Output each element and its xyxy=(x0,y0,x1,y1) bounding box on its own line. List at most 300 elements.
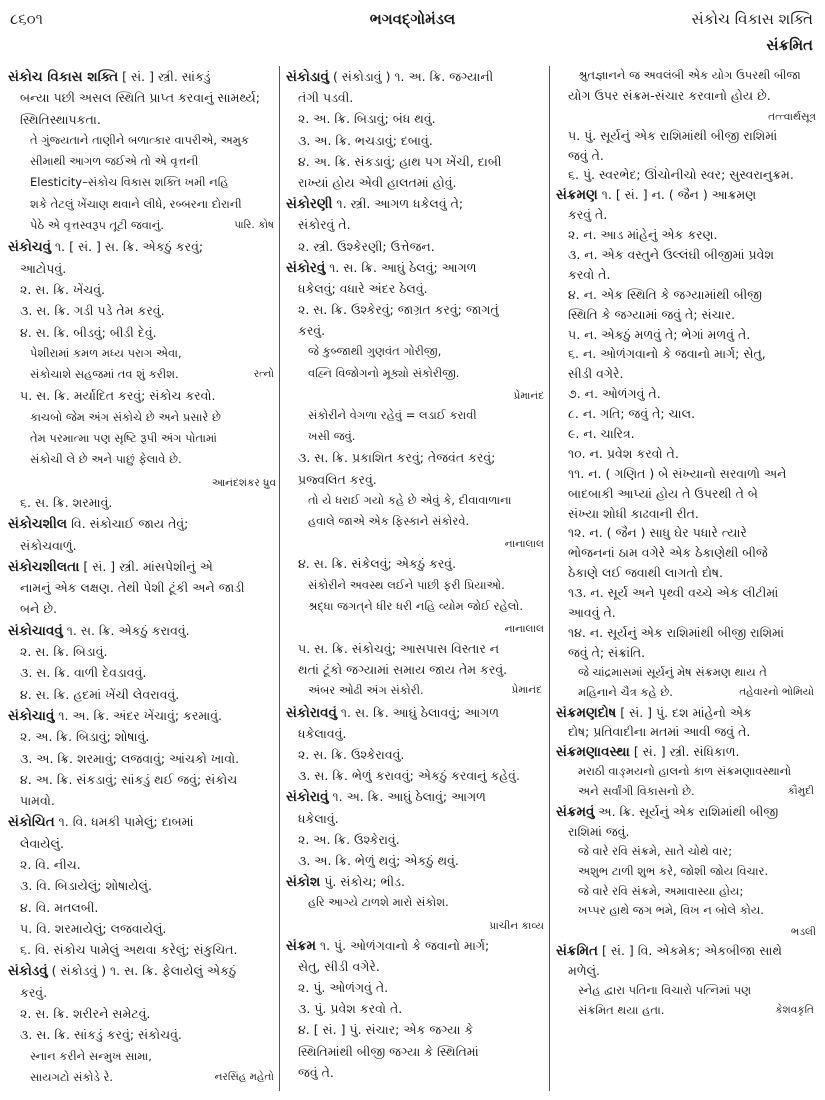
line-text: પું. સંકોચ; ભીડ. xyxy=(320,874,405,890)
definition-line xyxy=(8,109,276,130)
line-text: ૩. અ. ક્રિ. શરમાવું; લજવાવું; આંચકો ખાવો. xyxy=(20,750,240,766)
guide-word-first: સંકોચ વિકાસ શક્તિ xyxy=(691,10,813,28)
line-text: ૧. અ. ક્રિ. આઘું ઠેલાવું; આગળ xyxy=(328,789,486,805)
source-line xyxy=(286,617,544,638)
definition-line xyxy=(286,299,544,320)
definition-line xyxy=(556,384,816,404)
definition-line xyxy=(8,833,276,854)
headword: સંકોચશીલ xyxy=(8,516,68,533)
line-text: રાશિમાં જવું. xyxy=(568,823,630,839)
quotation-line xyxy=(556,882,816,902)
definition-line xyxy=(556,961,816,981)
line-text: બાદબાકી આપ્યાં હોય તે ઉપરથી તે બે xyxy=(568,485,758,501)
source-line xyxy=(286,532,544,553)
definition-line xyxy=(8,385,276,406)
source-attribution: કેશવકૃતિ xyxy=(775,1003,814,1016)
line-text: શકે તેટલું ખેંચાણ થવાને લીધે, રબ્બરના દોરાની xyxy=(30,196,242,211)
headword: સંકોરાવું xyxy=(286,789,329,806)
line-text: અંબર ઓઢી અંગ સંકોરી. xyxy=(308,683,424,698)
line-text: સંકોચવાળું. xyxy=(20,537,77,553)
line-text: ૬. ન. ઓળંગવાનો કે જવાનો માર્ગ; સેતુ, xyxy=(568,346,766,362)
line-text: પેશીરામાં કમળ મધ્ય પરાગ એવા, xyxy=(30,345,182,360)
headword: સંકોચિત xyxy=(8,814,55,831)
source-attribution: રત્નો xyxy=(253,368,274,381)
line-text: ૧. પું. ઓળંગવાનો કે જવાનો માર્ગ; xyxy=(316,937,490,953)
line-text: ૨. અ. ક્રિ. ઉશ્કેરાવું. xyxy=(298,831,400,847)
line-text: કરવું. xyxy=(20,984,48,1000)
definition-line xyxy=(286,998,544,1019)
line-text: ધકેલવું; વધારે અંદર ઠેલવું. xyxy=(298,280,428,296)
definition-line xyxy=(286,108,544,129)
line-text: ૧૧. ન. ( ગણિત ) બે સંખ્યાનો સરવાળો અને xyxy=(568,465,787,481)
quotation-line xyxy=(556,901,816,921)
definition-line xyxy=(286,87,544,108)
line-text: સંકોરીને વેગળા રહેવું = લડાઈ કરાવી xyxy=(308,408,477,422)
line-text: ૬. સ. ક્રિ. શરમાવું. xyxy=(20,494,113,510)
entry-headline xyxy=(8,556,276,577)
line-text: ૨. અ. ક્રિ. બિડાવું; બંધ થવું. xyxy=(298,111,436,127)
definition-line xyxy=(556,364,816,384)
quotation-line xyxy=(8,172,276,193)
definition-line xyxy=(556,623,816,643)
definition-line xyxy=(286,1062,544,1083)
headword: સંક્રમવું xyxy=(556,803,595,820)
line-text: ૩. સ. ક્રિ. ભેળું કરાવવું; એકઠું કરવાનું કહેવું. xyxy=(298,768,520,784)
entry-headline xyxy=(286,786,544,807)
definition-line xyxy=(286,744,544,765)
definition-line xyxy=(286,723,544,744)
line-text: શ્રદ્ધા જગત્‌ને ધીર ધરી નહિ વ્યોમ જોઈ રહેલો. xyxy=(308,598,523,613)
quotation-line xyxy=(8,407,276,428)
definition-line xyxy=(286,850,544,871)
line-text: ૩. અ. ક્રિ. ભચડાવું; દબાવું. xyxy=(298,132,433,148)
definition-line xyxy=(556,126,816,146)
definition-line xyxy=(8,897,276,918)
entry-headline xyxy=(8,960,276,981)
line-text: ખપ્પર હાથે જગ ભમે, વિખ ન બોલે કોય. xyxy=(578,903,764,918)
definition-line xyxy=(556,404,816,424)
line-text: [ સં. ] પું. દશ માંહેનો એક xyxy=(616,704,752,720)
line-text: સંખ્યા શોધી કાઢવાની રીત. xyxy=(568,505,699,521)
line-text: ૧. વિ. ધમકી પામેલું; દાબમાં xyxy=(54,814,194,830)
definition-line xyxy=(556,285,816,305)
line-text: બને છે. xyxy=(20,601,57,617)
definition-line xyxy=(8,258,276,279)
line-text: વિ. સંકોચાઈ જાય તેવું; xyxy=(67,516,189,532)
quotation-line xyxy=(8,428,276,449)
quotation-line xyxy=(8,130,276,151)
column-divider xyxy=(279,66,280,1091)
line-text: ૩. સ. ક્રિ. ગડી પડે તેમ કરવું. xyxy=(20,303,165,319)
entry-headline xyxy=(286,193,544,214)
line-text: બન્યા પછી અસલ સ્થિતિ પ્રાપ્ત કરવાનું સામર્થ્ય; xyxy=(20,90,261,106)
line-text: રાખ્યાં હોય એવી હાલતમાં હોવું. xyxy=(298,174,457,190)
line-text: [ સં. ] સ્ત્રી. માંસપેશીનું એ xyxy=(79,558,213,574)
line-text: કાચબો જેમ અંગ સંકોચે છે અને પ્રસારે છે xyxy=(30,409,221,424)
line-text: સ્નાન કરીને સન્મુખ સામા, xyxy=(30,1048,152,1063)
line-text: ૫. સ. ક્રિ. સંકોચવું; આસપાસ વિસ્તાર ન xyxy=(298,641,500,657)
dictionary-column-2 xyxy=(286,66,544,1083)
definition-line xyxy=(8,598,276,619)
source-attribution: નાનાલાલ xyxy=(504,622,544,635)
definition-line xyxy=(556,225,816,245)
definition-line xyxy=(8,918,276,939)
definition-line xyxy=(286,172,544,193)
quotation-line xyxy=(286,426,544,447)
entry-headline xyxy=(286,257,544,278)
quotation-line xyxy=(8,151,276,172)
line-text: ૪. ન. એક સ્થિતિ કે જગ્યામાંથી બીજી xyxy=(568,286,763,302)
line-text: ૪. સ. ક્રિ. હદમાં ખેંચી લેવરાવવું. xyxy=(20,686,180,702)
definition-line xyxy=(556,643,816,663)
line-text: [ સં. ] સ્ત્રી. સંધિકાળ. xyxy=(629,744,740,760)
definition-line xyxy=(286,829,544,850)
line-text: શ્રુતજ્ઞાનને જ અવલંબી એક યોગ ઉપરથી બીજા xyxy=(578,68,801,82)
line-text: આવવું તે. xyxy=(568,605,616,621)
source-line xyxy=(8,471,276,492)
line-text: અ. ક્રિ. સૂર્યનું એક રાશિમાંથી બીજી xyxy=(594,803,779,819)
line-text: સ્થિતિસ્થાપકતા. xyxy=(20,111,101,127)
dictionary-column-3 xyxy=(556,66,816,1021)
definition-line xyxy=(8,748,276,769)
definition-line xyxy=(286,977,544,998)
source-attribution: આનંદશંકર ધ્રુવ xyxy=(211,476,276,489)
line-text: જે કુબ્જાથી ગુણવંત ગોરીજી, xyxy=(308,344,442,359)
entry-headline xyxy=(556,185,816,205)
line-text: ( સંકોડાવું ) ૧. અ. ક્રિ. જગ્યાની xyxy=(328,69,494,84)
line-text: ૧૩. ન. સૂર્ય અને પૃથ્વી વચ્ચે એક લીટીમાં xyxy=(568,585,779,601)
line-text: ૧. [ સં. ] સ. ક્રિ. એકઠું કરવું; xyxy=(51,239,204,255)
line-text: તે ગુંજ્યતાને તાણીને બળાત્કાર વાપરીએ, અમુક xyxy=(30,132,249,147)
line-text: તેમ પરમાત્મા પણ સૃષ્ટિ રૂપી અંગ પોતામાં xyxy=(30,431,217,446)
dictionary-column-1 xyxy=(8,66,276,1088)
source-attribution: પ્રેમાનંદ xyxy=(513,389,544,402)
definition-line xyxy=(556,325,816,345)
book-title: ભગવદ્ગોમંડલ xyxy=(369,10,456,28)
quotation-line xyxy=(8,364,276,385)
source-attribution: કૌમુદી xyxy=(787,785,814,798)
definition-line xyxy=(286,956,544,977)
column-divider xyxy=(549,66,550,1091)
definition-line xyxy=(8,726,276,747)
headword: સંકોચ વિકાસ શક્તિ xyxy=(8,69,119,85)
line-text: ૪. [ સં. ] પું. સંચાર; એક જગ્યા કે xyxy=(298,1022,474,1038)
definition-line xyxy=(8,1024,276,1045)
line-text: ૮. ન. ગતિ; જવું તે; ચાલ. xyxy=(568,406,696,422)
definition-line xyxy=(556,265,816,285)
headword: સંકોડવું xyxy=(8,963,48,980)
source-attribution: તત્ત્વાર્થસૂત્ર xyxy=(768,110,816,123)
quotation-line xyxy=(8,194,276,215)
quotation-line xyxy=(556,981,816,1001)
line-text: ૫. વિ. શરમાયેલું; લજવાયેલું. xyxy=(20,920,167,936)
line-text: ૧. સ. ક્રિ. આઘું ઠેલાવવું; આગળ xyxy=(336,704,500,720)
line-text: યોગ ઉપર સંક્રમ-સંચાર કરવાનો હોય છે. xyxy=(568,87,771,103)
line-text: નામનું એક લક્ષણ. તેથી પેશી ટૂંકી અને જાડી xyxy=(20,580,245,596)
line-text: ખસી જવું. xyxy=(308,429,356,444)
line-text: મળેલું. xyxy=(568,963,600,979)
line-text: મરાઠી વાઙ્મયનો હાલનો કાળ સંક્રમણાવસ્થાનો xyxy=(578,764,792,779)
definition-line xyxy=(556,543,816,563)
line-text: હવાલે જાએ એક ફિસ્કાને સંકોરવે. xyxy=(308,513,470,528)
line-text: જવું તે; સંક્રાંતિ. xyxy=(568,644,646,660)
line-text: થતાં ટૂંકો જગ્યામાં સમાય જાય તેમ કરવું. xyxy=(298,662,508,678)
line-text: ૨. વિ. નીચ. xyxy=(20,856,81,872)
definition-line xyxy=(556,305,816,325)
definition-line xyxy=(8,492,276,513)
quotation-line xyxy=(556,683,816,703)
source-attribution: પ્રેમાનંદ xyxy=(511,684,542,697)
quotation-line xyxy=(556,1001,816,1021)
definition-line xyxy=(8,300,276,321)
line-text: ધકેલાવું. xyxy=(298,810,339,826)
line-text: વહ્નિ વિજોગનો મૂક્યો સંકોરીજી. xyxy=(308,365,460,380)
line-text: [ સં. ] વિ. એકમેક; એકબીજા સાથે xyxy=(598,943,782,959)
definition-line xyxy=(556,344,816,364)
line-text: સ્થિતિ કે જગ્યામાં જવું તે; સંચાર. xyxy=(568,306,736,322)
definition-line xyxy=(286,278,544,299)
headword: સંકોરાવવું xyxy=(286,704,337,721)
entry-headline xyxy=(556,703,816,723)
definition-line xyxy=(556,722,816,742)
entry-headline xyxy=(556,802,816,822)
line-text: અને સર્વાંગી વિકાસનો છે. xyxy=(578,784,695,799)
line-text: ૨. ન. આડ માંહેનું એક કરણ. xyxy=(568,227,718,243)
headword: સંકોરવું xyxy=(286,259,326,276)
line-text: ૩. ન. એક વસ્તુને ઉલ્લંઘી બીજીમાં પ્રવેશ xyxy=(568,247,775,263)
definition-line xyxy=(556,86,816,106)
headword: સંક્રમ xyxy=(286,937,316,954)
line-text: ૧૪. ન. સૂર્યનું એક રાશિમાંથી બીજી રાશિમાં xyxy=(568,624,785,640)
headword: સંક્રમિત xyxy=(556,943,598,960)
guide-word-last: સંક્રમિત xyxy=(766,36,813,54)
definition-line xyxy=(286,765,544,786)
line-text: ૫. ન. એકઠું મળવું તે; ભેગાં મળવું તે. xyxy=(568,326,751,342)
definition-line xyxy=(8,322,276,343)
definition-line xyxy=(286,638,544,659)
headword: સંકોચશીલતા xyxy=(8,558,80,575)
line-text: ભોજનનાં ઠામ વગેરે એક ઠેકાણેથી બીજે xyxy=(568,545,768,561)
line-text: ધકેલાવવું. xyxy=(298,725,347,741)
line-text: ૪. વિ. મતલબી. xyxy=(20,899,99,915)
headword: સંકોરણી xyxy=(286,196,333,213)
line-text: પેઠે એ વૃત્તસ્વરૂપ તૂટી જવાનું. xyxy=(30,218,164,233)
definition-line xyxy=(8,1003,276,1024)
entry-headline xyxy=(286,871,544,892)
headword: સંક્રમણાવસ્થા xyxy=(556,744,630,761)
line-text: સીડી વગેરે. xyxy=(568,366,624,382)
line-text: અશુભ ટાળી શુભ કરે, જોશી જોય વિચાર. xyxy=(578,863,769,878)
quotation-line xyxy=(556,762,816,782)
line-text: સીમાથી આગળ જઈએ તો એ વૃત્તની xyxy=(30,154,199,169)
line-text: ૧. સ. ક્રિ. એકઠું કરાવવું. xyxy=(62,622,190,638)
quotation-line xyxy=(286,575,544,596)
definition-line xyxy=(286,151,544,172)
line-text: ૩. વિ. બિડાયેલું; શોષાયેલું. xyxy=(20,878,152,894)
headword: સંકોશ xyxy=(286,874,321,891)
headword: સંકોચાવું xyxy=(8,707,55,724)
definition-line xyxy=(556,504,816,524)
entry-headline xyxy=(556,742,816,762)
definition-line xyxy=(8,790,276,811)
quotation-line xyxy=(286,596,544,617)
line-text: તો યે ધરાઈ ગયો કહે છે એવું કે, દીવાવાળાના xyxy=(308,492,512,507)
line-text: સંકોરીને અવસ્થ લઈને પાછી ફરી પ્રિયાઓ. xyxy=(308,577,505,592)
line-text: ૧૦. ન. પ્રવેશ કરવો તે. xyxy=(568,445,679,461)
line-text: ૨. પું. ઓળંગવું તે. xyxy=(298,980,389,996)
line-text: સ્નેહ દ્વારા પતિના વિચારો પત્નિમાં પણ xyxy=(578,982,752,997)
definition-line xyxy=(8,982,276,1003)
line-text: કરવું તે. xyxy=(568,207,608,223)
source-line xyxy=(556,106,816,126)
quotation-line xyxy=(286,341,544,362)
entry-headline xyxy=(8,236,276,257)
definition-line xyxy=(286,130,544,151)
definition-line xyxy=(556,563,816,583)
line-text: સાયગટો સંકોડે રે. xyxy=(30,1069,114,1084)
line-text: ૪. અ. ક્રિ. સંકડાવું; હાથ પગ ખેંચી, દાબી xyxy=(298,153,502,169)
quotation-line xyxy=(8,343,276,364)
definition-line xyxy=(286,236,544,257)
line-text: સંકોરવું તે. xyxy=(298,217,351,233)
line-text: સંક્રમિત થયા હતા. xyxy=(578,1002,665,1017)
quotation-line xyxy=(8,1067,276,1088)
definition-line xyxy=(556,424,816,444)
line-text: Elesticity–સંકોચ વિકાસ શક્તિ ખમી નહિ xyxy=(30,175,229,190)
headword: સંક્રમણદોષ xyxy=(556,704,617,721)
line-text: ૨. સ. ક્રિ. બિડાવું. xyxy=(20,644,108,660)
line-text: જે વારે રવિ સંક્રમે, સાતે ચોથે વાર; xyxy=(578,843,733,858)
line-text: ૧૨. ન. ( જૈન ) સાધુ ઘેર પધારે ત્યારે xyxy=(568,525,747,541)
headword: સંકોડાવું xyxy=(286,69,329,85)
definition-line xyxy=(286,553,544,574)
source-attribution: તહેવારનો ભોમિયો xyxy=(739,685,814,698)
definition-line xyxy=(556,444,816,464)
quotation-line xyxy=(556,862,816,882)
definition-line xyxy=(286,447,544,468)
line-text: આટોપવું. xyxy=(20,260,67,276)
line-text: ૪. અ. ક્રિ. સંકડાવું; સાંકડું થઈ જવું; સંકોચ xyxy=(20,771,238,787)
definition-line xyxy=(8,854,276,875)
source-attribution: ભડલી xyxy=(790,926,816,939)
line-text: ૧. અ. ક્રિ. અંદર ખેંચાવું; કરમાવું. xyxy=(54,707,222,723)
line-text: પ્રજ્વલિત કરવું. xyxy=(298,471,377,487)
line-text: હરિ આગ્યે ટાળશે મારો સંકોશ. xyxy=(308,895,449,910)
definition-line xyxy=(286,469,544,490)
line-text: લેવાયેલું. xyxy=(20,835,64,851)
line-text: ૬. વિ. સંકોચ પામેલું અથવા કરેલું; સંકુચિત. xyxy=(20,942,238,958)
quotation-line xyxy=(286,405,544,426)
line-text: જે ચાંદ્રમાસમાં સૂર્યનું મેષ સંક્રમણ થાય તે xyxy=(578,664,767,679)
line-text: પામવો. xyxy=(20,793,55,809)
line-text: મહિનાને ચૈત્ર કહે છે. xyxy=(578,684,673,699)
quotation-line xyxy=(286,490,544,511)
line-text: ૩. સ. ક્રિ. વાળી દેવડાવવું. xyxy=(20,665,147,681)
line-text: ૧. સ્ત્રી. આગળ ધકેલવું તે; xyxy=(332,196,464,212)
definition-line xyxy=(8,662,276,683)
entry-headline xyxy=(8,705,276,726)
source-attribution: નાનાલાલ xyxy=(504,538,544,551)
definition-line xyxy=(556,583,816,603)
source-attribution: પારિ. કોષ xyxy=(234,219,274,232)
definition-line xyxy=(8,939,276,960)
line-text: ૨. સ્ત્રી. ઉશ્કેરણી; ઉત્તેજન. xyxy=(298,238,435,254)
line-text: ૭. ન. ઓળંગવું તે. xyxy=(568,386,661,402)
line-text: કરવો તે. xyxy=(568,266,611,282)
definition-line xyxy=(286,808,544,829)
quotation-line xyxy=(556,663,816,683)
source-line xyxy=(286,914,544,935)
line-text: સ્થિતિમાંથી બીજી જગ્યા કે સ્થિતિમાં xyxy=(298,1043,479,1059)
line-text: તંગી પડવી. xyxy=(298,90,354,106)
definition-line xyxy=(286,214,544,235)
line-text: જવું તે. xyxy=(568,147,604,163)
definition-line xyxy=(556,205,816,225)
quotation-line xyxy=(556,842,816,862)
definition-line xyxy=(8,535,276,556)
definition-line xyxy=(556,146,816,166)
definition-line xyxy=(556,245,816,265)
line-text: ૨. સ. ક્રિ. ખેંચવું. xyxy=(20,281,105,297)
line-text: ૨. સ. ક્રિ. શરીરને સમેટવું. xyxy=(20,1006,151,1022)
definition-line xyxy=(556,523,816,543)
quotation-line xyxy=(286,892,544,913)
line-text: ૧. સ. ક્રિ. આઘું ઠેલવું; આગળ xyxy=(325,259,477,275)
definition-line xyxy=(8,279,276,300)
definition-line xyxy=(286,320,544,341)
entry-headline xyxy=(8,513,276,534)
definition-line xyxy=(8,684,276,705)
source-line xyxy=(286,384,544,405)
line-text: ૨. અ. ક્રિ. બિડાવું; શોષાવું. xyxy=(20,729,150,745)
headword: સંકોચવું xyxy=(8,239,52,256)
quotation-line xyxy=(8,1046,276,1067)
definition-line xyxy=(286,1019,544,1040)
line-text: ૬. પું. સ્વરભેદ; ઊંચોનીચો સ્વર; સુસ્વરાનુક્રમ. xyxy=(568,167,794,183)
definition-line xyxy=(556,484,816,504)
entry-headline xyxy=(556,941,816,961)
line-text: ( સંકોડવું ) ૧. સ. ક્રિ. ફેલાયેલું એકઠું xyxy=(47,963,237,979)
line-text: [ સં. ] સ્ત્રી. સાંકડું xyxy=(118,69,211,84)
quotation-line xyxy=(286,363,544,384)
quotation-line xyxy=(8,215,276,236)
line-text: ૩. સ. ક્રિ. પ્રકાશિત કરવું; તેજવંત કરવું; xyxy=(298,450,496,466)
line-text: ૨. સ. ક્રિ. ઉશ્કેરાવવું. xyxy=(298,747,405,762)
quotation-line xyxy=(556,782,816,802)
line-text: ૫. પું. સૂર્યનું એક રાશિમાંથી બીજી રાશિમાં xyxy=(568,127,778,143)
quotation-line xyxy=(8,449,276,470)
line-text: જે વારે રવિ સંક્રમે, અમાવાસ્યા હોય; xyxy=(578,883,744,898)
line-text: ૪. સ. ક્રિ. બીડવું; બીડી દેવું. xyxy=(20,324,157,340)
line-text: ૩. સ. ક્રિ. સાંકડું કરવું; સંકોચવું. xyxy=(20,1027,182,1043)
definition-line xyxy=(556,603,816,623)
definition-line xyxy=(8,87,276,108)
line-text: સેતુ, સીડી વગેરે. xyxy=(298,958,380,974)
entry-headline xyxy=(8,811,276,832)
line-text: ૩. અ. ક્રિ. ભેળું થવું; એકઠું થવું. xyxy=(298,852,459,868)
quotation-line xyxy=(286,680,544,701)
line-text: ૫. સ. ક્રિ. મર્યાદિત કરવું; સંકોચ કરવો. xyxy=(20,388,216,404)
headword: સંક્રમણ xyxy=(556,187,598,204)
line-text: સંકોચી લે છે અને પાછું ફેલાવે છે. xyxy=(30,452,182,467)
definition-line xyxy=(8,577,276,598)
line-text: દોષ; પ્રતિવાદીના મતમાં આવી જવું તે. xyxy=(568,724,751,740)
page-number: ૮૬૦૧ xyxy=(10,10,44,28)
line-text: ઠેકાણે લઈ જવાથી લાગતો દોષ. xyxy=(568,565,724,581)
source-line xyxy=(556,921,816,941)
entry-headline xyxy=(286,935,544,956)
source-attribution: નરસિંહ મહેતો xyxy=(214,1070,274,1083)
